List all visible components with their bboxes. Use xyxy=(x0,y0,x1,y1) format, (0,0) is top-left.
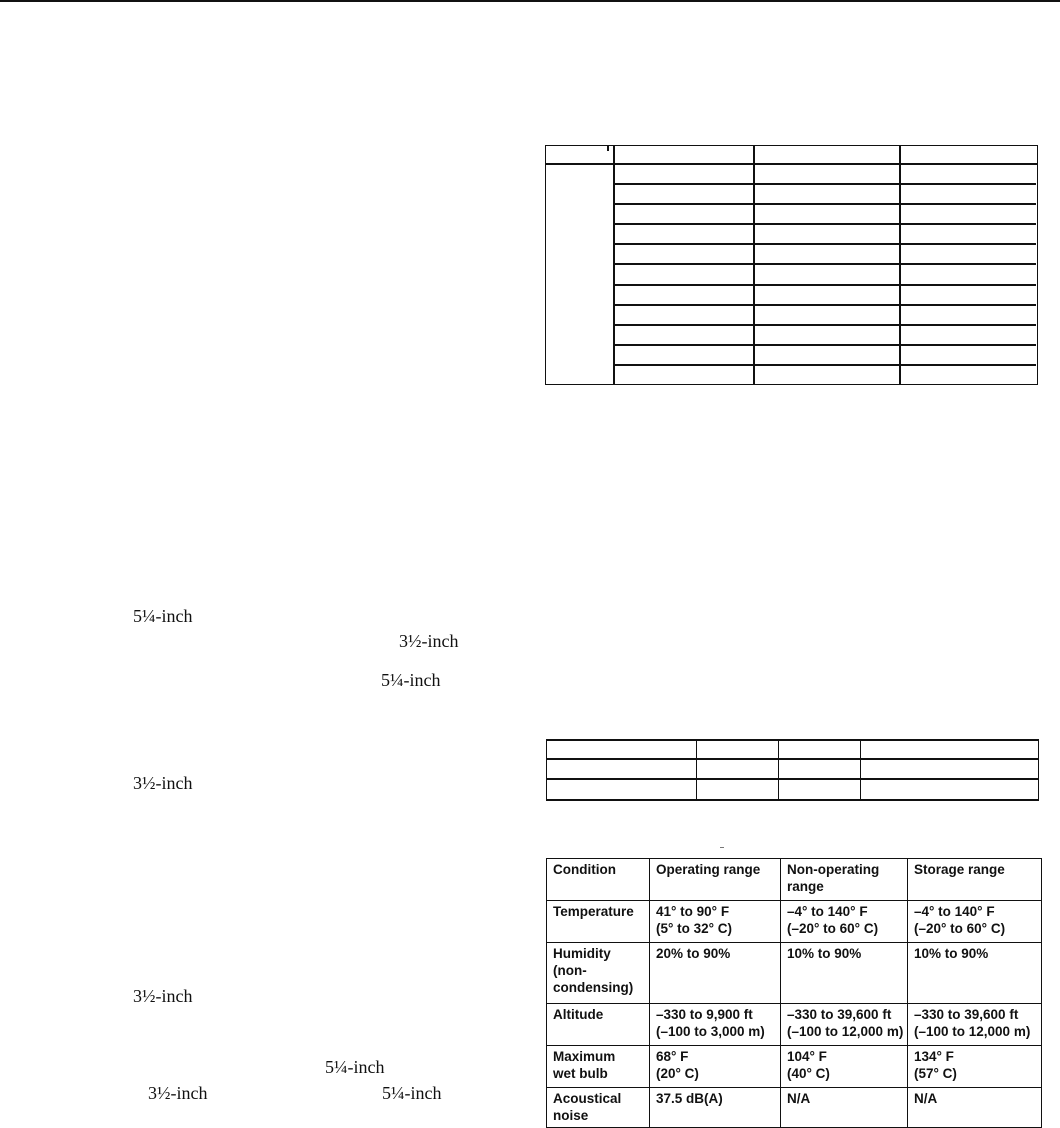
operating-cell xyxy=(650,943,781,1004)
empty-grid-table-lower xyxy=(546,739,1039,801)
cell-text: N/A xyxy=(914,1091,938,1106)
cell-text: –330 to 9,900 ft xyxy=(656,1007,753,1022)
table-row xyxy=(547,1088,1042,1128)
disk-size-fragment: 5¼-inch xyxy=(382,1083,442,1103)
table-rule xyxy=(546,739,547,801)
table-rule xyxy=(545,163,1038,165)
table-rule xyxy=(546,758,1039,760)
storage-cell xyxy=(908,943,1042,1004)
cell-text: (non- xyxy=(553,963,587,978)
operating-cell xyxy=(650,901,781,943)
table-rule xyxy=(615,344,1036,346)
table-row xyxy=(547,943,1042,1004)
table-rule xyxy=(615,223,1036,225)
table-rule xyxy=(615,183,1036,185)
storage-cell xyxy=(908,901,1042,943)
table-rule xyxy=(546,739,1039,741)
header-label: Storage range xyxy=(914,862,1005,877)
table-rule xyxy=(613,145,615,385)
table-header-row xyxy=(547,859,1042,901)
table-row xyxy=(547,901,1042,943)
stray-mark xyxy=(720,847,724,848)
storage-cell xyxy=(908,1046,1042,1088)
cell-text: (–100 to 12,000 m) xyxy=(914,1024,1031,1039)
cell-text: 10% to 90% xyxy=(787,946,862,961)
cell-text: 10% to 90% xyxy=(914,946,989,961)
operating-cell xyxy=(650,1004,781,1046)
storage-cell xyxy=(908,1088,1042,1128)
cell-text: –4° to 140° F xyxy=(914,904,995,919)
table-rule xyxy=(607,145,609,151)
disk-size-fragment: 3½-inch xyxy=(133,773,193,793)
table-rule xyxy=(753,145,755,385)
environment-table xyxy=(546,858,1042,1128)
cell-text: Temperature xyxy=(553,904,634,919)
operating-cell xyxy=(650,1088,781,1128)
disk-size-fragment: 5¼-inch xyxy=(133,606,193,626)
table-rule xyxy=(615,243,1036,245)
header-cell xyxy=(650,859,781,901)
cell-text: 41° to 90° F xyxy=(656,904,730,919)
cell-text: (5° to 32° C) xyxy=(656,921,733,936)
non-operating-cell xyxy=(781,901,908,943)
header-label: Non-operating range xyxy=(787,862,880,894)
cell-text: Acoustical xyxy=(553,1091,622,1106)
cell-text: –4° to 140° F xyxy=(787,904,868,919)
cell-text: 68° F xyxy=(656,1049,689,1064)
table-rule xyxy=(615,263,1036,265)
empty-grid-table-upper xyxy=(545,145,1038,385)
cell-text: Altitude xyxy=(553,1007,604,1022)
operating-cell xyxy=(650,1046,781,1088)
top-rule xyxy=(0,0,1060,2)
table-rule xyxy=(696,739,697,801)
header-cell xyxy=(781,859,908,901)
cell-text: 134° F xyxy=(914,1049,954,1064)
header-cell xyxy=(547,859,650,901)
cell-text: (–100 to 3,000 m) xyxy=(656,1024,765,1039)
cell-text: (40° C) xyxy=(787,1066,830,1081)
cell-text: wet bulb xyxy=(553,1066,608,1081)
condition-cell xyxy=(547,1046,650,1088)
cell-text: (–100 to 12,000 m) xyxy=(787,1024,904,1039)
disk-size-fragment: 3½-inch xyxy=(133,986,193,1006)
storage-cell xyxy=(908,1004,1042,1046)
non-operating-cell xyxy=(781,1088,908,1128)
table-rule xyxy=(615,203,1036,205)
table-row xyxy=(547,1046,1042,1088)
cell-text: 37.5 dB(A) xyxy=(656,1091,723,1106)
condition-cell xyxy=(547,1088,650,1128)
table-rule xyxy=(860,739,861,801)
disk-size-fragment: 5¼-inch xyxy=(325,1057,385,1077)
cell-text: –330 to 39,600 ft xyxy=(787,1007,892,1022)
cell-text: condensing) xyxy=(553,980,634,995)
disk-size-fragment: 3½-inch xyxy=(148,1083,208,1103)
non-operating-cell xyxy=(781,1004,908,1046)
table-rule xyxy=(778,739,779,801)
table-rule xyxy=(615,304,1036,306)
cell-text: 104° F xyxy=(787,1049,827,1064)
non-operating-cell xyxy=(781,1046,908,1088)
disk-size-fragment: 3½-inch xyxy=(399,631,459,651)
condition-cell xyxy=(547,943,650,1004)
table-rule xyxy=(615,284,1036,286)
condition-cell xyxy=(547,901,650,943)
cell-text: (–20° to 60° C) xyxy=(914,921,1006,936)
table-rule xyxy=(546,778,1039,780)
non-operating-cell xyxy=(781,943,908,1004)
table-rule xyxy=(546,799,1039,801)
cell-text: (–20° to 60° C) xyxy=(787,921,879,936)
table-row xyxy=(547,1004,1042,1046)
cell-text: noise xyxy=(553,1108,589,1123)
table-rule xyxy=(615,324,1036,326)
cell-text: Maximum xyxy=(553,1049,616,1064)
header-label: Operating range xyxy=(656,862,761,877)
header-cell xyxy=(908,859,1042,901)
cell-text: (20° C) xyxy=(656,1066,699,1081)
table-rule xyxy=(1038,739,1039,801)
cell-text: 20% to 90% xyxy=(656,946,731,961)
header-label: Condition xyxy=(553,862,616,877)
table-rule xyxy=(899,145,901,385)
cell-text: –330 to 39,600 ft xyxy=(914,1007,1019,1022)
table-rule xyxy=(615,364,1036,366)
table-border xyxy=(545,145,1038,385)
condition-cell xyxy=(547,1004,650,1046)
cell-text: Humidity xyxy=(553,946,611,961)
cell-text: N/A xyxy=(787,1091,811,1106)
cell-text: (57° C) xyxy=(914,1066,957,1081)
disk-size-fragment: 5¼-inch xyxy=(381,670,441,690)
